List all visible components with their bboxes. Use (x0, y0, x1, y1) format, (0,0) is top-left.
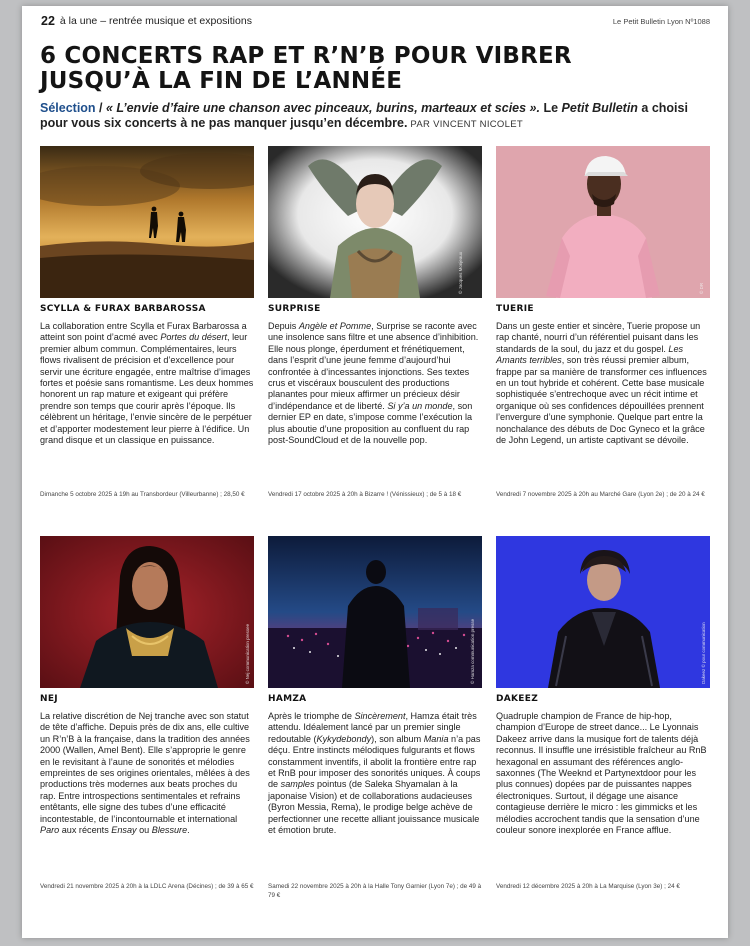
concert-info: Vendredi 17 octobre 2025 à 20h à Bizarre ! (Vénissieux) ; de 5 à 18 € (268, 491, 462, 498)
section-label: à la une – rentrée musique et expositions (59, 15, 252, 27)
lead-paragraph (40, 101, 712, 132)
photo-dakeez (496, 536, 710, 688)
photo-scylla-furax (40, 146, 254, 298)
concert-info: Vendredi 7 novembre 2025 à 20h au Marché Gare (Lyon 2e) ; de 20 à 24 € (496, 491, 705, 498)
artist-description (40, 321, 254, 446)
photo-credit: © Hamza communication presse (470, 618, 475, 684)
desc-title: Kykydebondy (316, 733, 372, 744)
photo-credit: © Jacques Monjeaux (458, 251, 463, 294)
artist-description (496, 711, 710, 836)
page-header (41, 13, 710, 29)
artist-name: HAMZA (268, 694, 307, 704)
lead-separator: / (95, 101, 106, 115)
photo-credit: © DR (699, 282, 704, 294)
headline-line-2: JUSQU’À LA FIN DE L’ANNÉE (40, 68, 403, 94)
headline-line-1: 6 CONCERTS RAP ET R’N’B POUR VIBRER (40, 43, 572, 69)
concert-info: Vendredi 21 novembre 2025 à 20h à la LDLC Arena (Décines) ; de 39 à 65 € (40, 883, 254, 890)
desc-title: Paro (40, 825, 60, 836)
magazine-page (22, 6, 728, 938)
concert-info: Dimanche 5 octobre 2025 à 19h au Transbordeur (Villeurbanne) ; 28,50 € (40, 491, 245, 498)
desc-part: , Surprise se raconte avec une insolence sans filtre et une absence d’inhibition. Elle nous plonge, éperdument et frénétiquement, dans l’esprit d’une jeune femme d’aujourd’hui confrontée à d’incessantes injonctions. Ses textes crus et viscéraux bousculent des productions planantes pour mieux affirmer un précieux désir d’indépendance et de liberté. (268, 321, 479, 411)
desc-part: Quadruple champion de France de hip-hop, champion d’Europe de street dance... Le Lyonnais Dakeez arrive dans la musique fort de talents déjà reconnus. Il insuffle une irrésistible fraîcheur au RnB hexagonal en assumant des références anglo-saxonnes (The Weeknd et Partynextdoor pour les plus connues) dopées par de puissantes nappes électroniques. Surtout, il dégage une aisance contagieuse derrière le micro : les gimmicks et les mélodies accrochent tandis que la sensation d’une couleur sonore inexplorée en France afflue. (496, 711, 707, 836)
photo-hamza (268, 536, 482, 688)
photo-tuerie (496, 146, 710, 298)
desc-title: Ensay (111, 825, 137, 836)
desc-title: samples (280, 779, 315, 790)
desc-title: Les Amants terribles (496, 343, 684, 366)
desc-title: Blessure (151, 825, 188, 836)
desc-part: , son très réussi premier album, frappe par sa manière de transformer ces influences en un tout hybride et cohérent. Cette base musicale sophistiquée s’entrechoque avec un récit intime et organique où ses confidences dépouillées prennent l’envergure d’une symphonie. Quelque part entre la nonchalance des débuts de Doc Gyneco et la grâce de John Legend, un artiste captivant se dévoile. (496, 355, 707, 446)
desc-part: ou (136, 825, 152, 836)
lead-text-1: Le (539, 101, 562, 115)
photo-credit: © Nej communication pressee (245, 623, 250, 684)
desc-title: Si y’a un monde (387, 400, 453, 411)
artist-description (268, 321, 482, 446)
desc-title: Sincèrement (354, 711, 406, 721)
artist-name: SCYLLA & FURAX BARBAROSSA (40, 304, 206, 314)
desc-part: , son dernier EP en date, s’impose comme l’exécution la plus aboutie d’une proposition au confluent du rap post-SoundCloud et de la nouvelle pop. (268, 400, 473, 446)
desc-part: Après le triomphe de (268, 711, 355, 721)
lead-text-2: a choisi pour vous six concerts à ne pas manquer jusqu’en décembre. (40, 101, 688, 130)
page-number: 22 (41, 14, 55, 28)
desc-title: Portes du désert (160, 332, 228, 343)
artist-name: DAKEEZ (496, 694, 539, 704)
artist-description (496, 321, 710, 446)
kicker: Sélection (40, 101, 96, 115)
desc-part: Depuis (268, 321, 299, 331)
lead-quote: « L’envie d’faire une chanson avec pinceaux, burins, marteaux et scies ». (106, 101, 540, 115)
photo-credit: Dakeez © pour communication (701, 622, 706, 684)
desc-part: . (187, 825, 190, 836)
artist-name: TUERIE (496, 304, 534, 314)
desc-part: ), son album (371, 733, 424, 744)
desc-part: Dans un geste entier et sincère, Tuerie propose un rap chanté, nourri d’un référentiel puisant dans les standards de la soul, du jazz et du gospel. (496, 321, 701, 354)
desc-part: pointus (de Saleka Shyamalan à la japonaise Vision) et de collaborations audacieuses (Byron Messia, Rema), le prodige belge achève de perfectionner une recette alliant jouissance musicale et émotion brute. (268, 779, 480, 836)
concert-info: Vendredi 12 décembre 2025 à 20h à La Marquise (Lyon 3e) ; 24 € (496, 883, 680, 890)
desc-part: La collaboration entre Scylla et Furax Barbarossa a atteint son point d’acmé avec (40, 321, 247, 343)
desc-title: Angèle et Pomme (298, 321, 372, 331)
concert-info: Samedi 22 novembre 2025 à 20h à la Halle Tony Garnier (Lyon 7e) ; de 49 à 79 € (268, 883, 482, 899)
desc-part: , Hamza était très attendu. Idéalement lancé par un premier single redoutable ( (268, 711, 477, 744)
desc-title: Mania (423, 733, 449, 744)
byline: PAR VINCENT NICOLET (407, 118, 523, 130)
artist-description (268, 711, 482, 836)
headline (40, 44, 720, 94)
desc-part: La relative discrétion de Nej tranche avec son statut de tête d’affiche. Depuis près de dix ans, elle cultive un R’n’B à la française, dans la tradition des années 2000 (Wallen, Amel Bent). Elle s’approprie le genre en le revisitant à l’aune de sonorités et mélodies empreintes de ses origines orientales, mêlées à des productions très modernes aux beats proches du rap. Entre introspections sentimentales et refrains entêtants, elle signe des tubes d’une efficacité incontestable, de l’incontournable et international (40, 711, 250, 824)
desc-part: n’a pas déçu. Entre instincts mélodiques fulgurants et flows constamment inventifs, il abolit la frontière entre rap et RnB pour imposer des sonorités uniques. À coups de (268, 733, 481, 790)
photo-nej (40, 536, 254, 688)
lead-brand: Petit Bulletin (561, 101, 638, 115)
photo-surprise (268, 146, 482, 298)
artist-name: NEJ (40, 694, 58, 704)
desc-part: , leur premier album commun. Complémentaires, leurs flows rivalisent de précision et d’excellence pour servir une écriture engagée, entre maîtrise d’images fortes et poésie sans romantisme. Les deux hommes honorent un rap mature et exigeant qui préfère prendre son temps que courir après l’époque. Ils célèbrent un héritage, l’envie sincère de le perpétuer et d’apporter modestement leur pierre à l’édifice. Un grand disque et un classique en puissance. (40, 332, 254, 446)
artist-description (40, 711, 254, 836)
desc-part: aux récents (59, 825, 112, 836)
publication-label: Le Petit Bulletin Lyon Nº1088 (612, 16, 710, 26)
artist-name: SURPRISE (268, 304, 321, 314)
